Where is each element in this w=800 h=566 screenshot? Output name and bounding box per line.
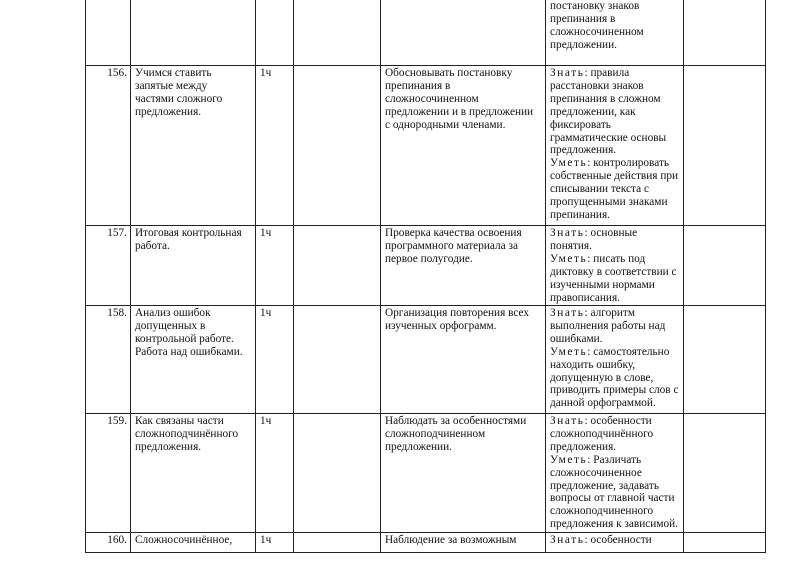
outcome-line [550,26,680,39]
outcome-line [550,0,680,13]
text-line: Анализ ошибок [135,307,211,319]
outcome-text: препинания. [550,208,610,221]
outcome-text: сложноподчинённого [550,427,654,440]
text-line: Учимся ставить [135,67,212,79]
outcome-text: : самостоятельно [587,345,670,358]
lesson-outcomes [546,66,684,226]
lesson-hours: 1ч [256,306,294,414]
table-row [86,0,766,66]
outcome-line [550,384,680,397]
outcome-text: собственные действия при [550,170,679,183]
outcome-text: расстановки знаков [550,79,644,92]
outcome-line [550,518,680,531]
outcome-text: сложноподчиненного [550,505,654,518]
lesson-number: 158. [86,306,131,414]
outcome-line [550,196,680,209]
lesson-outcomes [546,0,684,66]
text-line: программного материала за [385,239,518,252]
text-line: Обосновывать постановку [385,67,513,79]
outcome-line [550,119,680,132]
outcome-line [550,67,680,80]
lesson-activity [381,306,546,414]
outcome-text: : Различать [587,453,642,466]
outcome-line [550,320,680,333]
lesson-topic [131,0,256,66]
outcome-text: фиксировать [550,118,611,131]
lesson-hours: 1ч [256,66,294,226]
lesson-notes [684,226,766,306]
outcome-text: предложение, задавать [550,479,659,492]
lesson-activity [381,414,546,533]
text-line: запятые между [135,79,208,92]
lesson-hours: 1ч [256,414,294,533]
text-line: предложении и в предложении [385,105,534,118]
outcome-line [550,183,680,196]
outcome-line [550,39,680,52]
text-line: Организация повторения всех [385,307,530,319]
outcome-line [550,480,680,493]
outcome-text: постановку знаков [550,0,640,12]
outcome-text: ошибками. [550,332,603,345]
lesson-activity [381,0,546,66]
outcome-text: : особенности [584,534,652,546]
text-line: частями сложного [135,92,223,105]
lesson-number: 159. [86,414,131,533]
outcome-line [550,106,680,119]
outcome-text: препинания в сложном [550,92,661,105]
lesson-activity [381,66,546,226]
text-line: Наблюдать за особенностями [385,415,527,427]
outcome-text: предложения. [550,440,617,453]
outcome-label: Уметь [550,345,588,358]
outcome-label: Уметь [550,252,588,265]
text-line: Проверка качества освоения [385,227,522,239]
outcome-label: Знать [550,67,585,79]
lesson-topic [131,533,256,553]
text-line: предложения. [135,440,202,453]
outcome-line [550,80,680,93]
text-line: с однородными членами. [385,118,506,131]
outcome-line [550,346,680,359]
text-line: работа. [135,239,170,252]
outcome-text: правописания. [550,291,620,304]
lesson-topic [131,414,256,533]
text-line: Итоговая контрольная [135,227,242,239]
outcome-text: диктовку в соответствии с [550,265,677,278]
lesson-outcomes [546,226,684,306]
outcome-text: выполнения работы над [550,319,666,332]
lesson-date [294,414,381,533]
lesson-activity [381,226,546,306]
lesson-number: 157. [86,226,131,306]
outcome-line [550,359,680,372]
lesson-plan-table [85,0,766,553]
outcome-text: сложносочиненное [550,466,642,479]
outcome-line [550,209,680,222]
lesson-activity [381,533,546,553]
outcome-line [550,467,680,480]
text-line: контрольной работе. [135,332,234,345]
outcome-text: сложносочиненном [550,25,644,38]
lesson-notes [684,414,766,533]
outcome-line [550,132,680,145]
outcome-line [550,266,680,279]
table-row [86,414,766,533]
lesson-notes [684,533,766,553]
text-line: первое полугодие. [385,252,473,265]
outcome-text: приводить примеры слов с [550,384,679,397]
lesson-date [294,226,381,306]
outcome-label: Знать [550,227,585,239]
outcome-text: изученными нормами [550,278,655,291]
outcome-line [550,240,680,253]
lesson-notes [684,306,766,414]
lesson-date [294,0,381,66]
lesson-outcomes [546,306,684,414]
outcome-line [550,279,680,292]
outcome-line [550,292,680,305]
outcome-text: находить ошибку, [550,358,636,371]
outcome-label: Уметь [550,453,588,466]
outcome-text: предложения к зависимой. [550,518,678,531]
outcome-text: предложении, как [550,105,636,118]
outcome-text: допущенную в слове, [550,371,654,384]
outcome-text: понятия. [550,239,592,252]
outcome-label: Знать [550,415,585,427]
text-line: Как связаны части [135,415,224,427]
text-line: сложносочиненном [385,92,479,105]
outcome-line [550,253,680,266]
outcome-line [550,428,680,441]
outcome-line [550,492,680,505]
lesson-number: 156. [86,66,131,226]
text-line: предложении. [385,440,452,453]
outcome-text: вопросы от главной части [550,492,675,505]
outcome-line [550,333,680,346]
outcome-text: : правила [584,67,630,79]
outcome-line [550,157,680,170]
table-row [86,533,766,553]
lesson-outcomes [546,533,684,553]
outcome-line [550,144,680,157]
outcome-text: : особенности [584,415,652,427]
outcome-line [550,505,680,518]
lesson-number: 160. [86,533,131,553]
text-line: препинания в [385,79,451,92]
outcome-line [550,372,680,385]
text-line: сложноподчинённого [135,427,239,440]
outcome-text: списывании текста с [550,183,649,196]
lesson-date [294,66,381,226]
text-line: сложноподчиненном [385,427,486,440]
outcome-text: : контролировать [587,157,670,170]
outcome-line [550,397,680,410]
text-line: предложения. [135,105,202,118]
lesson-hours [256,0,294,66]
lesson-date [294,306,381,414]
lesson-outcomes [546,414,684,533]
outcome-line [550,415,680,428]
outcome-line [550,13,680,26]
outcome-line [550,307,680,320]
lesson-hours: 1ч [256,533,294,553]
outcome-label: Знать [550,307,585,319]
text-line: Наблюдение за возможным [385,534,517,546]
outcome-text: пропущенными знаками [550,196,668,209]
lesson-date [294,533,381,553]
outcome-label: Уметь [550,157,588,170]
lesson-number [86,0,131,66]
table-row [86,306,766,414]
outcome-text: : писать под [587,252,646,265]
text-line: Сложносочинённое, [135,534,233,546]
outcome-line [550,534,680,547]
table-row [86,66,766,226]
outcome-text: предложении. [550,38,617,51]
outcome-text: грамматические основы [550,131,667,144]
outcome-line [550,227,680,240]
lesson-topic [131,226,256,306]
outcome-text: предложения. [550,144,617,157]
lesson-notes [684,66,766,226]
outcome-text: данной орфограммой. [550,397,656,410]
outcome-line [550,441,680,454]
outcome-text: препинания в [550,12,616,25]
text-line: изученных орфограмм. [385,319,497,332]
lesson-topic [131,306,256,414]
outcome-line [550,93,680,106]
outcome-line [550,170,680,183]
outcome-text: : алгоритм [584,307,636,319]
text-line: Работа над ошибками. [135,345,243,358]
text-line: допущенных в [135,319,206,332]
outcome-line [550,454,680,467]
outcome-text: : основные [584,227,638,239]
lesson-notes [684,0,766,66]
lesson-hours: 1ч [256,226,294,306]
outcome-label: Знать [550,534,585,546]
table-row [86,226,766,306]
lesson-topic [131,66,256,226]
